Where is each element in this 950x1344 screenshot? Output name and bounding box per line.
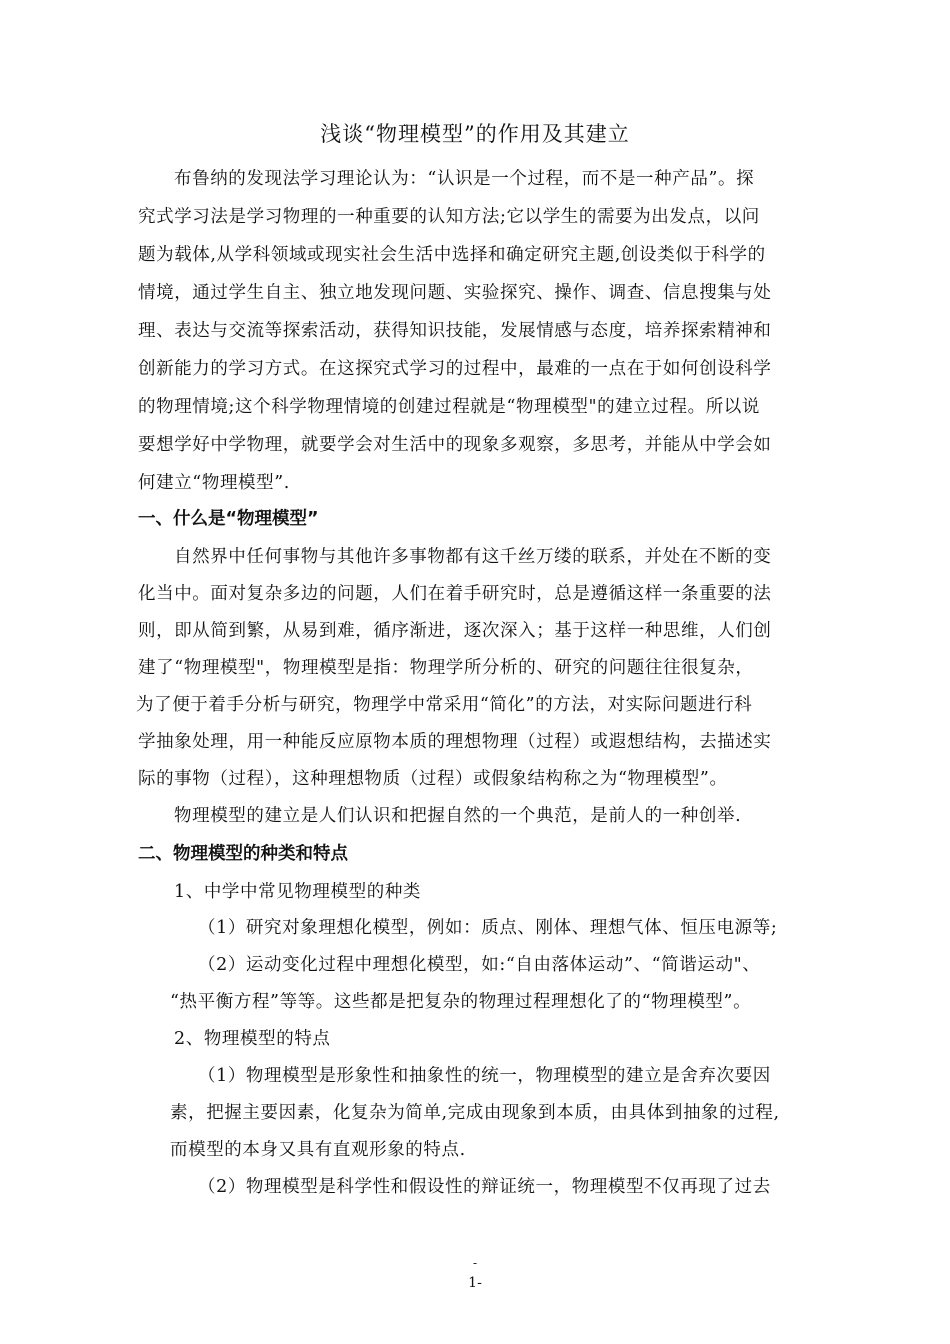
- intro-line: 布鲁纳的发现法学习理论认为：“认识是一个过程，而不是一种产品”。探: [174, 169, 755, 189]
- intro-line: 究式学习法是学习物理的一种重要的认知方法;它以学生的需要为出发点，以问: [138, 207, 760, 227]
- list-item: （2）运动变化过程中理想化模型，如:“自由落体运动”、“简谐运动"、: [198, 955, 761, 975]
- list-item-continuation: 而模型的本身又具有直观形象的特点.: [170, 1140, 466, 1160]
- subsection-heading: 1、中学中常见物理模型的种类: [174, 882, 422, 902]
- page-number: 1-: [468, 1275, 482, 1291]
- section1-line: 自然界中任何事物与其他许多事物都有这千丝万缕的联系，并处在不断的变: [174, 547, 772, 567]
- intro-line: 情境，通过学生自主、独立地发现问题、实验探究、操作、调查、信息搜集与处: [138, 283, 772, 303]
- list-item: （1）物理模型是形象性和抽象性的统一，物理模型的建立是舍弃次要因: [198, 1066, 771, 1086]
- intro-line: 题为载体,从学科领域或现实社会生活中选择和确定研究主题,创设类似于科学的: [138, 245, 766, 265]
- list-item: （2）物理模型是科学性和假设性的辩证统一，物理模型不仅再现了过去: [198, 1177, 771, 1197]
- section1-line: 为了便于着手分析与研究，物理学中常采用“简化”的方法，对实际问题进行科: [136, 695, 753, 715]
- subsection-heading: 2、物理模型的特点: [174, 1029, 331, 1049]
- section1-line: 学抽象处理，用一种能反应原物本质的理想物理（过程）或遐想结构，去描述实: [138, 732, 772, 752]
- section1-line: 化当中。面对复杂多边的问题，人们在着手研究时，总是遵循这样一条重要的法: [138, 584, 772, 604]
- section1-line: 际的事物（过程），这种理想物质（过程）或假象结构称之为“物理模型”。: [138, 769, 728, 789]
- list-item: （1）研究对象理想化模型，例如：质点、刚体、理想气体、恒压电源等;: [198, 918, 778, 938]
- section1-line: 物理模型的建立是人们认识和把握自然的一个典范，是前人的一种创举.: [174, 806, 742, 826]
- list-item-continuation: “热平衡方程”等等。这些都是把复杂的物理过程理想化了的“物理模型”。: [170, 992, 752, 1012]
- document-title: 浅谈“物理模型”的作用及其建立: [320, 122, 630, 146]
- intro-line: 何建立“物理模型”.: [138, 473, 290, 493]
- section-heading: 一、什么是“物理模型”: [138, 509, 319, 529]
- list-item-continuation: 素，把握主要因素，化复杂为简单,完成由现象到本质，由具体到抽象的过程,: [170, 1103, 780, 1123]
- section1-line: 则，即从简到繁，从易到难，循序渐进，逐次深入；基于这样一种思维，人们创: [138, 621, 772, 641]
- intro-line: 创新能力的学习方式。在这探究式学习的过程中，最难的一点在于如何创设科学: [138, 359, 772, 379]
- intro-line: 的物理情境;这个科学物理情境的创建过程就是“物理模型"的建立过程。所以说: [138, 397, 760, 417]
- section-heading: 二、物理模型的种类和特点: [138, 844, 348, 864]
- section1-line: 建了“物理模型"，物理模型是指：物理学所分析的、研究的问题往往很复杂，: [138, 658, 754, 678]
- intro-line: 理、表达与交流等探索活动，获得知识技能，发展情感与态度，培养探索精神和: [138, 321, 772, 341]
- footer-dash: -: [472, 1256, 478, 1270]
- intro-line: 要想学好中学物理，就要学会对生活中的现象多观察，多思考，并能从中学会如: [138, 435, 772, 455]
